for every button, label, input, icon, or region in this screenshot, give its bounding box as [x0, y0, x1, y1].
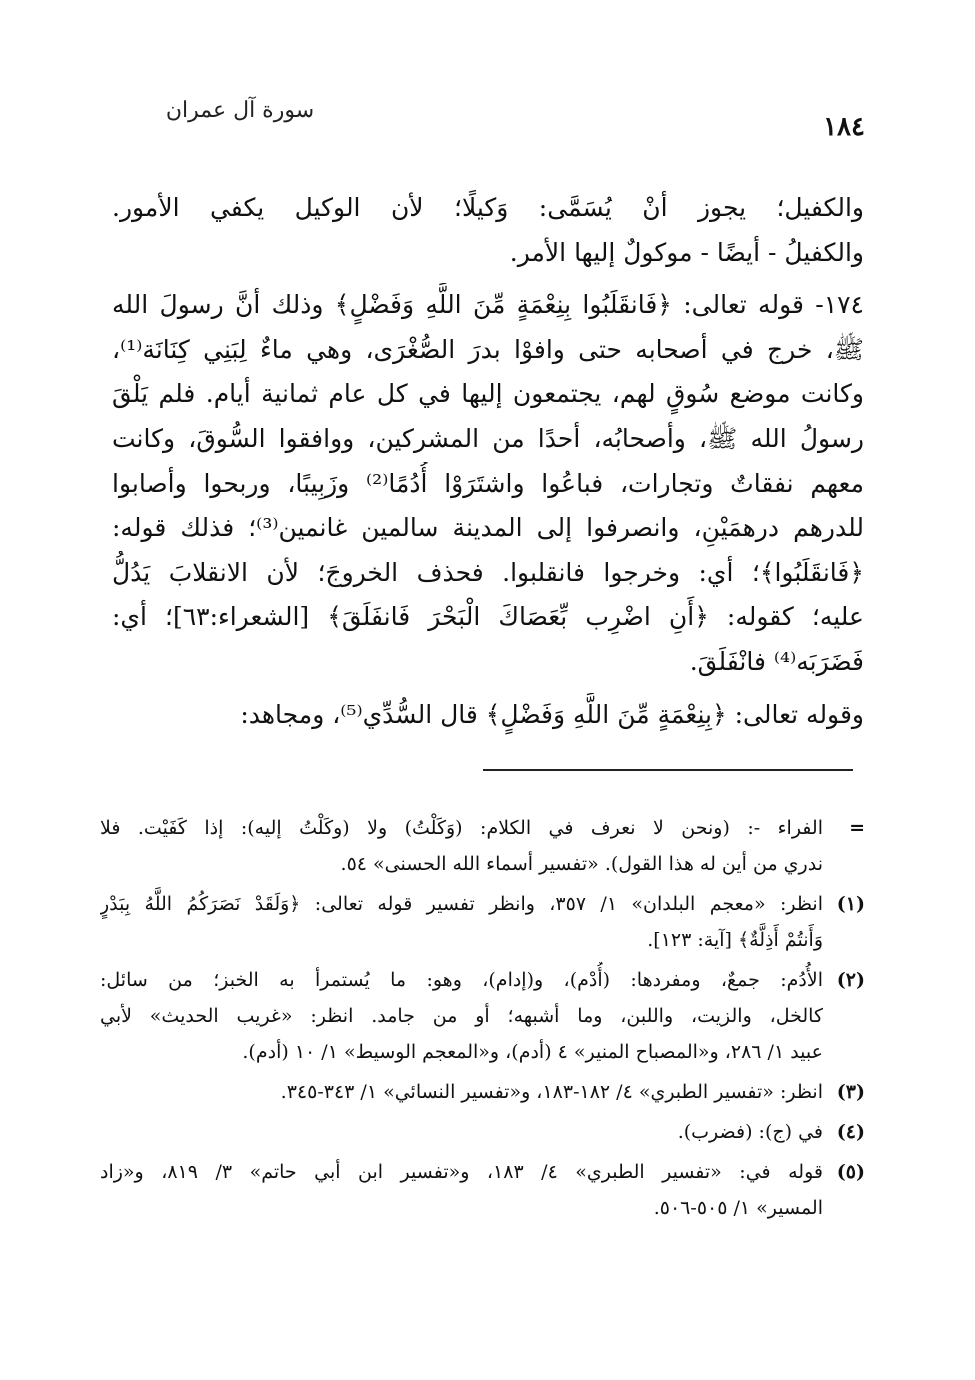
body-text-line: فَضَرَبَه⁽⁴⁾ فانْفَلَقَ.	[689, 646, 864, 676]
body-text-line: والكفيلُ - أيضًا - موكولٌ إليها الأمر.	[509, 237, 864, 267]
page-number: ١٨٤	[823, 112, 865, 142]
footnote	[100, 886, 865, 958]
paragraph-gap	[112, 275, 864, 283]
body-text-line: ١٧٤- قوله تعالى: ﴿فَانقَلَبُوا بِنِعْمَةٍ مِّنَ اللَّهِ وَفَضْلٍ﴾ وذلك أنَّ رسولَ الله	[112, 290, 864, 320]
footnote	[100, 1154, 865, 1226]
footnote-text-line: كالخل، والزيت، واللبن، وما أشبهه؛ أو من جامد. انظر: «غريب الحديث» لأبي	[100, 1005, 823, 1027]
footnote-text	[100, 1074, 823, 1110]
footnote-marker: (٤)	[836, 1121, 865, 1143]
body-text-line: وقوله تعالى: ﴿بِنِعْمَةٍ مِّنَ اللَّهِ وَفَضْلٍ﴾ قال السُّدِّي⁽⁵⁾، ومجاهد:	[240, 699, 864, 729]
body-paragraph	[112, 693, 864, 738]
footnote	[100, 810, 865, 882]
footnote-marker: (٣)	[836, 1081, 865, 1103]
footnote-text-line: انظر: «تفسير الطبري» ٤/ ١٨٢-١٨٣، و«تفسير النسائي» ١/ ٣٤٣-٣٤٥.	[280, 1081, 823, 1103]
main-text-body	[112, 186, 864, 737]
footnote-separator-rule	[483, 769, 853, 771]
footnote-text	[100, 1114, 823, 1150]
body-paragraph	[112, 186, 864, 275]
footnote-text-line: قوله في: «تفسير الطبري» ٤/ ١٨٣، و«تفسير ابن أبي حاتم» ٣/ ٨١٩، و«زاد	[100, 1161, 823, 1183]
body-text-line: رسولُ الله ﷺ، وأصحابُه، أحدًا من المشركين، ووافقوا السُّوقَ، وكانت	[112, 423, 864, 453]
body-text-line: عليه؛ كقوله: ﴿أَنِ اضْرِب بِّعَصَاكَ الْبَحْرَ فَانفَلَقَ﴾ [الشعراء:٦٣]؛ أي:	[112, 602, 864, 632]
footnote-marker: =	[849, 817, 865, 839]
footnote	[100, 962, 865, 1070]
footnote-text-line: المسير» ١/ ٥٠٥-٥٠٦.	[653, 1197, 823, 1219]
body-text-line: ﷺ، خرج في أصحابه حتى وافوْا بدرَ الصُّغْرَى، وهي ماءٌ لِبَنِي كِنَانَة⁽¹⁾،	[112, 334, 864, 364]
body-text-line: ﴿فَانقَلَبُوا﴾؛ أي: وخرجوا فانقلبوا. فحذف الخروجَ؛ لأن الانقلابَ يَدُلُّ	[112, 557, 864, 587]
footnote	[100, 1114, 865, 1150]
footnote-text	[100, 1154, 823, 1226]
footnote	[100, 1074, 865, 1110]
paragraph-gap	[112, 685, 864, 693]
footnote-text	[100, 962, 823, 1070]
footnote-marker: (١)	[836, 893, 865, 915]
footnote-marker: (٢)	[836, 969, 865, 991]
running-header-surah-title: سورة آل عمران	[165, 98, 315, 123]
footnote-text-line: انظر: «معجم البلدان» ١/ ٣٥٧، وانظر تفسير قوله تعالى: ﴿وَلَقَدْ نَصَرَكُمُ اللَّهُ بِبَدْرٍ	[100, 893, 823, 915]
footnote-text-line: عبيد ١/ ٢٨٦، و«المصباح المنير» ٤ (أدم)، و«المعجم الوسيط» ١/ ١٠ (أدم).	[242, 1041, 823, 1063]
footnote-text-line: في (ج): (فضرب).	[677, 1121, 823, 1143]
footnote-text-line: الأُدُم: جمعٌ، ومفردها: (أُدْم)، و(إدام)، وهو: ما يُستمرأ به الخبز؛ من سائل:	[100, 969, 823, 991]
footnote-marker: (٥)	[836, 1161, 865, 1183]
body-paragraph	[112, 283, 864, 684]
footnote-text-line: ندري من أين له هذا القول). «تفسير أسماء الله الحسنى» ٥٤.	[340, 853, 823, 875]
footnote-text-line: وَأَنتُمْ أَذِلَّةٌ﴾ [آية: ١٢٣].	[647, 929, 823, 951]
footnote-text	[100, 810, 823, 882]
footnotes-section	[100, 810, 865, 1230]
body-text-line: للدرهم درهمَيْنِ، وانصرفوا إلى المدينة سالمين غانمين⁽³⁾؛ فذلك قوله:	[112, 513, 864, 543]
body-text-line: معهم نفقاتٌ وتجارات، فباعُوا واشتَرَوْا أُدُمًا⁽²⁾ وزَبِيبًا، وربحوا وأصابوا	[112, 468, 864, 498]
body-text-line: وكانت موضع سُوقٍ لهم، يجتمعون إليها في كل عام ثمانية أيام. فلم يَلْقَ	[112, 379, 864, 409]
footnote-text	[100, 886, 823, 958]
body-text-line: والكفيل؛ يجوز أنْ يُسَمَّى: وَكيلًا؛ لأن الوكيل يكفي الأمور.	[112, 193, 864, 222]
footnote-text-line: الفراء -: (ونحن لا نعرف في الكلام: (وَكَلْتُ) ولا (وكَلْتُ إليه): إذا كَفَيْت. فلا	[100, 817, 823, 839]
